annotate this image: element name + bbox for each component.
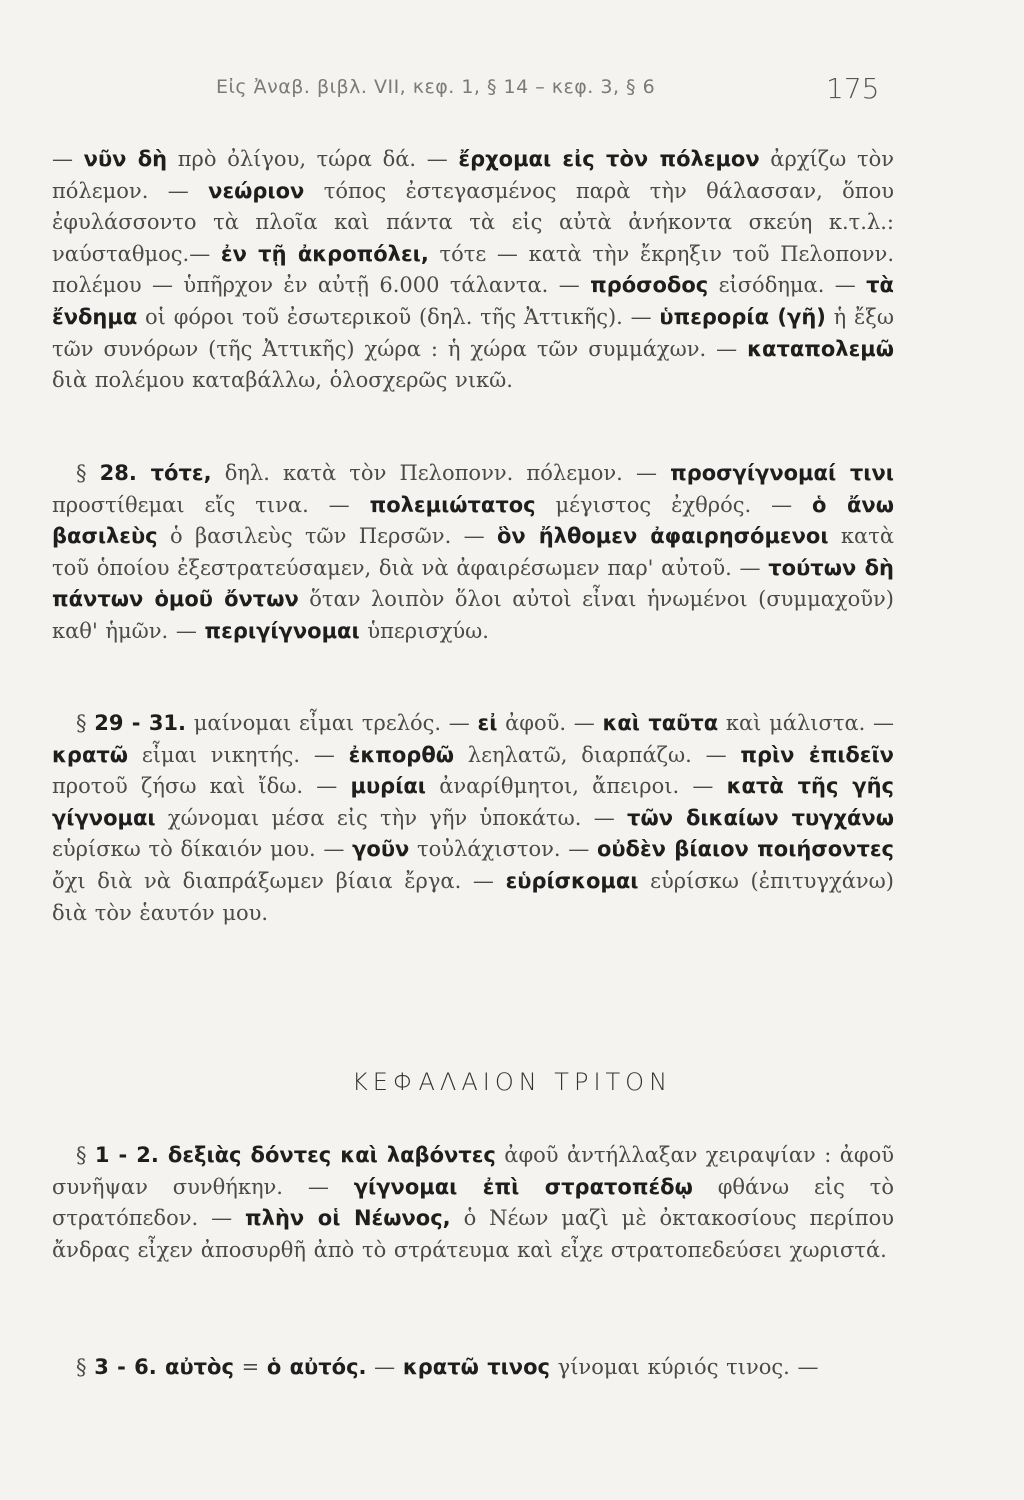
lemma-term: πολεμιώτατος [369,492,536,517]
gloss-text: προτοῦ ζήσω καὶ ἴδω. — [52,774,351,799]
gloss-text: § [76,1355,95,1379]
lemma-term: εἰ [477,711,498,735]
gloss-text: εὑρίσκω τὸ δίκαιόν μου. — [52,837,353,862]
gloss-text: προστίθεμαι εἴς τινα. — [52,492,370,517]
gloss-text: καὶ μάλιστα. — [718,711,895,735]
gloss-text: ἀρχίζω τὸν πόλεμον. — [52,147,894,203]
lemma-term: 28. τότε, [99,461,212,485]
lemma-term: ἐν τῇ ἀκροπόλει, [220,241,429,266]
gloss-text: ἀφοῦ. — [497,711,603,735]
gloss-text: εὑρίσκω (ἐπιτυγχάνω) διὰ τὸν ἑαυτόν μου. [52,868,894,925]
lemma-term: τούτων δὴ πάντων ὁμοῦ ὄντων [52,555,894,612]
paragraph-section-3-6 [52,1352,894,1384]
paragraph-section-28 [52,458,894,648]
gloss-text: μαίνομαι εἶμαι τρελός. — [186,711,478,735]
lemma-term: τῶν δικαίων τυγχάνω [627,805,894,830]
lemma-term: εὑρίσκομαι [505,868,639,893]
lemma-term: ἐκπορθῶ [348,742,455,767]
lemma-term: πρὶν ἐπιδεῖν [740,742,894,767]
gloss-text: οἱ φόροι τοῦ ἐσωτερικοῦ (δηλ. τῆς Ἀττικῆς). — [137,304,660,329]
gloss-text: εἶμαι νικητής. — [128,742,349,767]
lemma-term: νεώριον [208,178,305,203]
lemma-term: 1 - 2. δεξιὰς δόντες καὶ λαβόντες [94,1143,496,1167]
lemma-term: πλὴν οἱ Νέωνος, [245,1206,451,1231]
lemma-term: τὰ ἔνδημα [52,273,894,329]
gloss-text: λεηλατῶ, διαρπάζω. — [454,742,741,767]
lemma-term: γίγνομαι ἐπὶ στρατοπέδῳ [353,1174,693,1199]
gloss-text: πρὸ ὀλίγου, τώρα δά. — [167,147,459,171]
gloss-text: § [76,1143,95,1167]
lemma-term: ἔρχομαι εἰς τὸν πόλεμον [458,147,760,171]
running-header: Εἰς Ἀναβ. βιβλ. VII, κεφ. 1, § 14 – κεφ. 3, § 6 [216,76,656,98]
paragraph-section-1-2 [52,1140,894,1266]
lemma-term: κατὰ τῆς γῆς γίγνομαι [52,774,894,830]
gloss-text: ἡ ἔξω τῶν συνόρων (τῆς Ἀττικῆς) χώρα : ἡ χώρα τῶν συμμάχων. — [52,304,894,361]
gloss-text: κατὰ τοῦ ὁποίου ἐξεστρατεύσαμεν, διὰ νὰ ἀφαιρέσωμεν παρ' αὐτοῦ. — [52,524,895,580]
lemma-term: μυρίαι [350,774,426,799]
lemma-term: προσγίγνομαί τινι [670,461,894,485]
lemma-term: 29 - 31. [94,711,187,735]
gloss-text: — [52,147,84,171]
gloss-text: διὰ πολέμου καταβάλλω, ὁλοσχερῶς νικῶ. [52,368,513,393]
gloss-text: χώνομαι μέσα εἰς τὴν γῆν ὑποκάτω. — [155,805,628,830]
gloss-text: ὁ Νέων μαζὶ μὲ ὀκτακοσίους περίπου ἄνδρας εἶχεν ἀποσυρθῆ ἀπὸ τὸ στράτευμα καὶ εἶχε στρατοπεδεύσει χωριστά. [52,1206,895,1262]
paragraph-commentary-14-27 [52,144,894,397]
lemma-term: κρατῶ τινος [402,1355,550,1379]
gloss-text: φθάνω εἰς τὸ στρατόπεδον. — [52,1174,894,1231]
paragraph-section-29-31 [52,708,894,929]
gloss-text: = [233,1355,267,1379]
lemma-term: ὑπερορία (γῆ) [659,304,826,329]
lemma-term: ὁ ἄνω βασιλεὺς [52,492,894,549]
gloss-text: εἰσόδημα. — [708,273,867,298]
gloss-text: μέγιστος ἐχθρός. — [535,492,813,517]
lemma-term: κρατῶ [52,742,129,767]
lemma-term: ὃν ἤλθομεν ἀφαιρησόμενοι [496,524,829,549]
gloss-text: δηλ. κατὰ τὸν Πελοπονν. πόλεμον. — [211,461,671,485]
lemma-term: καταπολεμῶ [747,336,894,361]
chapter-heading: ΚΕΦΑΛΑΙΟΝ ΤΡΙΤΟΝ [351,1068,673,1096]
lemma-term: ὁ αὐτός. [266,1355,367,1379]
gloss-text: τοὐλάχιστον. — [409,837,597,862]
lemma-term: οὐδὲν βίαιον ποιήσοντες [596,837,894,862]
gloss-text: ὑπερισχύω. [359,618,489,643]
gloss-text: — [366,1355,403,1379]
gloss-text: § [76,711,95,735]
gloss-text: ὁ βασιλεὺς τῶν Περσῶν. — [157,524,497,549]
lemma-term: 3 - 6. αὐτὸς [94,1355,234,1379]
gloss-text: ὄχι διὰ νὰ διαπράξωμεν βίαια ἔργα. — [52,868,506,893]
lemma-term: γοῦν [352,837,410,862]
lemma-term: νῦν δὴ [83,147,168,171]
gloss-text: § [76,461,100,485]
lemma-term: καὶ ταῦτα [602,711,719,735]
gloss-text: ἀναρίθμητοι, ἄπειροι. — [426,774,727,799]
lemma-term: περιγίγνομαι [204,618,360,643]
gloss-text: ἐν αὐτῇ 6.000 τάλαντα. — [273,273,591,298]
gloss-text: ὑπῆρχον [183,273,274,298]
gloss-text: ἀφοῦ ἀντήλλαξαν χειραψίαν : ἀφοῦ συνῆψαν συνθήκην. — [52,1143,894,1199]
page-number: 175 [826,72,880,105]
gloss-text: γίνομαι κύριός τινος. — [549,1355,819,1379]
gloss-text: τόπος ἐστεγασμένος παρὰ τὴν θάλασσαν, ὅπου ἐφυλάσσοντο τὰ πλοῖα καὶ πάντα τὰ εἰς αὐτὰ ἀνήκοντα σκεύη κ.τ.λ.: ναύσταθμος.— [52,178,894,266]
gloss-text: ὅταν λοιπὸν ὅλοι αὐτοὶ εἶναι ἡνωμένοι (συμμαχοῦν) καθ' ἡμῶν. — [52,587,894,643]
gloss-text: τότε — κατὰ τὴν ἔκρηξιν τοῦ Πελοπονν. πολέμου — [52,241,894,298]
lemma-term: πρόσοδος [590,273,709,298]
